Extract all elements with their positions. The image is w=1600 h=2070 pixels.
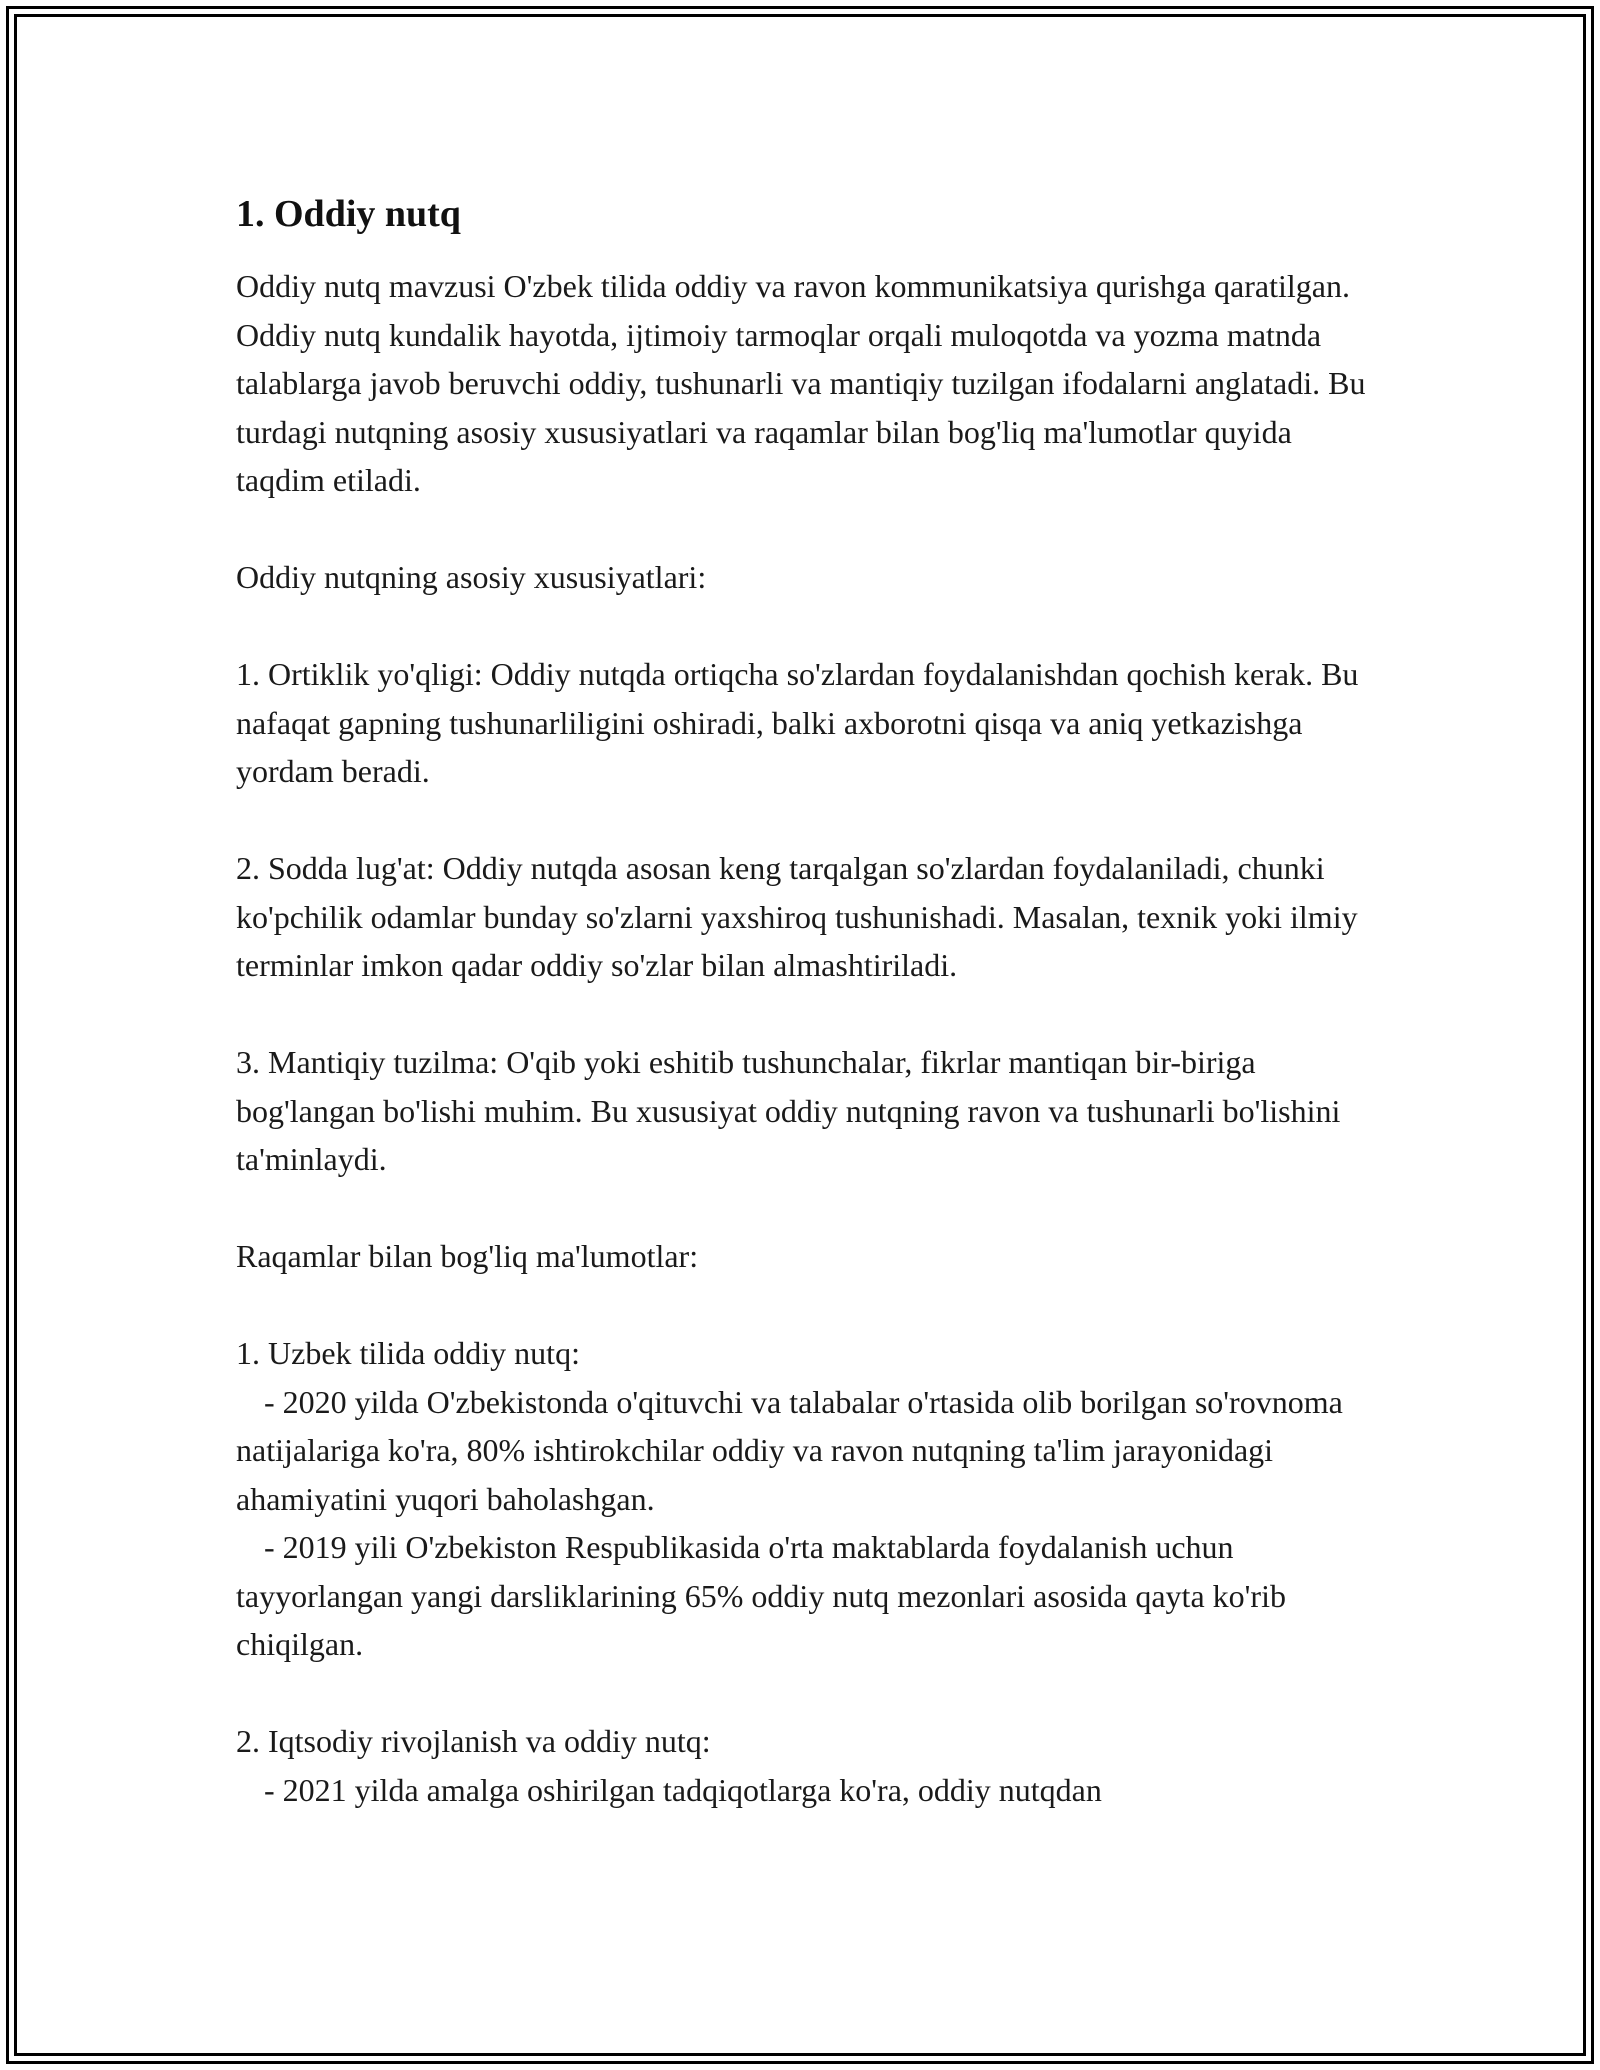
numbers-section	[236, 1717, 1376, 1814]
numbers-section-heading: 1. Uzbek tilida oddiy nutq:	[236, 1335, 580, 1371]
numbers-section	[236, 1329, 1376, 1669]
numbers-section-item: - 2019 yili O'zbekiston Respublikasida o'rta maktablarda foydalanish uchun tayyorlangan yangi darsliklarining 65% oddiy nutq mezonlari asosida qayta ko'rib chiqilgan.	[236, 1529, 1286, 1662]
document-body	[236, 190, 1376, 1814]
document-title: 1. Oddiy nutq	[236, 193, 461, 235]
feature-item: 3. Mantiqiy tuzilma: O'qib yoki eshitib tushunchalar, fikrlar mantiqan bir-biriga bog'langan bo'lishi muhim. Bu xususiyat oddiy nutqning ravon va tushunarli bo'lishini ta'minlaydi.	[236, 1044, 1341, 1177]
numbers-section-item: - 2021 yilda amalga oshirilgan tadqiqotlarga ko'ra, oddiy nutqdan	[264, 1771, 1102, 1808]
feature-item: 2. Sodda lug'at: Oddiy nutqda asosan keng tarqalgan so'zlardan foydalaniladi, chunki ko'pchilik odamlar bunday so'zlarni yaxshiroq tushunishadi. Masalan, texnik yoki ilmiy terminlar imkon qadar oddiy so'zlar bilan almashtiriladi.	[236, 850, 1358, 983]
feature-item: 1. Ortiklik yo'qligi: Oddiy nutqda ortiqcha so'zlardan foydalanishdan qochish kerak. Bu nafaqat gapning tushunarliligini oshiradi, balki axborotni qisqa va aniq yetkazishga yordam beradi.	[236, 656, 1359, 789]
features-heading: Oddiy nutqning asosiy xususiyatlari:	[236, 559, 707, 595]
numbers-section-heading: 2. Iqtsodiy rivojlanish va oddiy nutq:	[236, 1723, 711, 1759]
intro-paragraph: Oddiy nutq mavzusi O'zbek tilida oddiy va ravon kommunikatsiya qurishga qaratilgan. Oddiy nutq kundalik hayotda, ijtimoiy tarmoqlar orqali muloqotda va yozma matnda talablarga javob beruvchi oddiy, tushunarli va mantiqiy tuzilgan ifodalarni anglatadi. Bu turdagi nutqning asosiy xususiyatlari va raqamlar bilan bog'liq ma'lumotlar quyida taqdim etiladi.	[236, 268, 1366, 498]
numbers-heading: Raqamlar bilan bog'liq ma'lumotlar:	[236, 1238, 699, 1274]
numbers-section-item: - 2020 yilda O'zbekistonda o'qituvchi va talabalar o'rtasida olib borilgan so'rovnoma natijalariga ko'ra, 80% ishtirokchilar oddiy va ravon nutqning ta'lim jarayonidagi ahamiyatini yuqori baholashgan.	[236, 1383, 1343, 1517]
